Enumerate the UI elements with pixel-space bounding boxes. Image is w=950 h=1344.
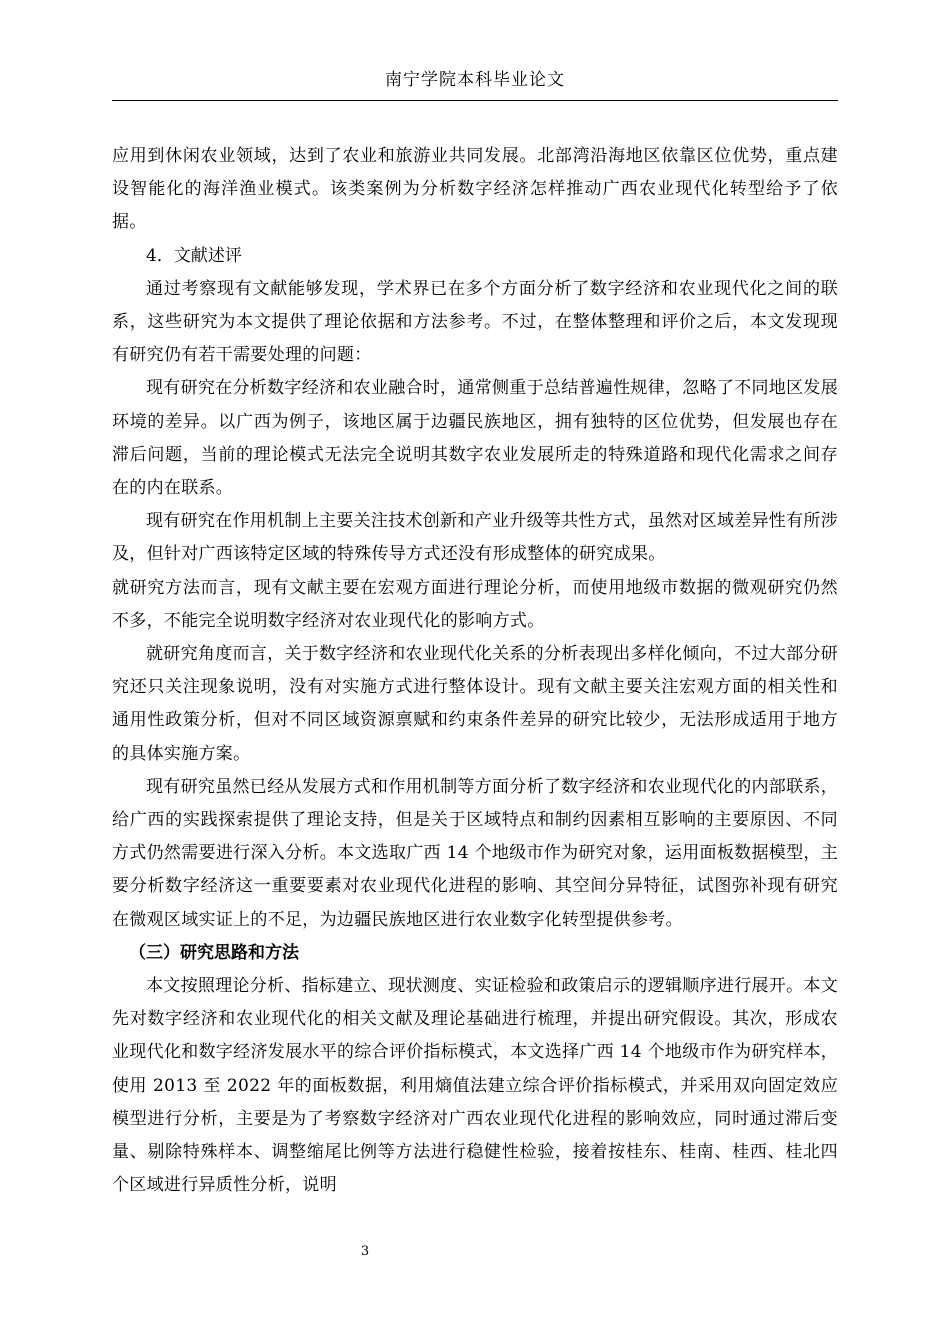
research-approach-paragraph: 本文按照理论分析、指标建立、现状测度、实证检验和政策启示的逻辑顺序进行展开。本文先对数字经济和农业现代化的相关文献及理论基础进行梳理，并提出研究假设。其次，形成农业现代化和数字经济发展水平的综合评价指标模式，本文选择广西 14 个地级市作为研究样本，使用 2013 至 2022 年的面板数据，利用熵值法建立综合评价指标模式，并采用双向固定效应模型进行分析，主要是为了考察数字经济对广西农业现代化进程的影响效应，同时通过滞后变量、剔除特殊样本、调整缩尾比例等方法进行稳健性检验，接着按桂东、桂南、桂西、桂北四个区域进行异质性分析，说明: [112, 976, 838, 1196]
review-paragraph: 现有研究在分析数字经济和农业融合时，通常侧重于总结普遍性规律，忽略了不同地区发展环境的差异。以广西为例子，该地区属于边疆民族地区，拥有独特的区位优势，但发展也存在滞后问题，当前的理论模式无法完全说明其数字农业发展所走的特殊道路和现代化需求之间存在的内在联系。: [112, 378, 838, 499]
review-paragraph: 现有研究在作用机制上主要关注技术创新和产业升级等共性方式，虽然对区域差异性有所涉及，但针对广西该特定区域的特殊传导方式还没有形成整体的研究成果。: [112, 511, 838, 565]
page-number: 3: [360, 1244, 370, 1259]
review-paragraph: 现有研究虽然已经从发展方式和作用机制等方面分析了数字经济和农业现代化的内部联系，给广西的实践探索提供了理论支持，但是关于区域特点和制约因素相互影响的主要原因、不同方式仍然需要进行深入分析。本文选取广西 14 个地级市作为研究对象，运用面板数据模型，主要分析数字经济这一重要要素对农业现代化进程的影响、其空间分异特征，试图弥补现有研究在微观区域实证上的不足，为边疆民族地区进行农业数字化转型提供参考。: [112, 776, 838, 930]
subsection-heading-literature-review: 4．文献述评: [146, 245, 242, 266]
review-paragraph: 就研究角度而言，关于数字经济和农业现代化关系的分析表现出多样化倾向，不过大部分研究还只关注现象说明，没有对实施方式进行整体设计。现有文献主要关注宏观方面的相关性和通用性政策分析，但对不同区域资源禀赋和约束条件差异的研究比较少，无法形成适用于地方的具体实施方案。: [112, 644, 838, 764]
header-divider: [112, 100, 838, 101]
review-paragraph: 就研究方法而言，现有文献主要在宏观方面进行理论分析，而使用地级市数据的微观研究仍然不多，不能完全说明数字经济对农业现代化的影响方式。: [112, 577, 838, 631]
review-paragraph: 通过考察现有文献能够发现，学术界已在多个方面分析了数字经济和农业现代化之间的联系，这些研究为本文提供了理论依据和方法参考。不过，在整体整理和评价之后，本文发现现有研究仍有若干需要处理的问题：: [112, 278, 838, 366]
running-header: 南宁学院本科毕业论文: [385, 70, 565, 90]
main-body: [112, 140, 838, 1203]
section-heading-research-approach: （三）研究思路和方法: [129, 942, 299, 963]
intro-continuation-paragraph: 应用到休闲农业领域，达到了农业和旅游业共同发展。北部湾沿海地区依靠区位优势，重点建设智能化的海洋渔业模式。该类案例为分析数字经济怎样推动广西农业现代化转型给予了依据。: [112, 146, 838, 233]
